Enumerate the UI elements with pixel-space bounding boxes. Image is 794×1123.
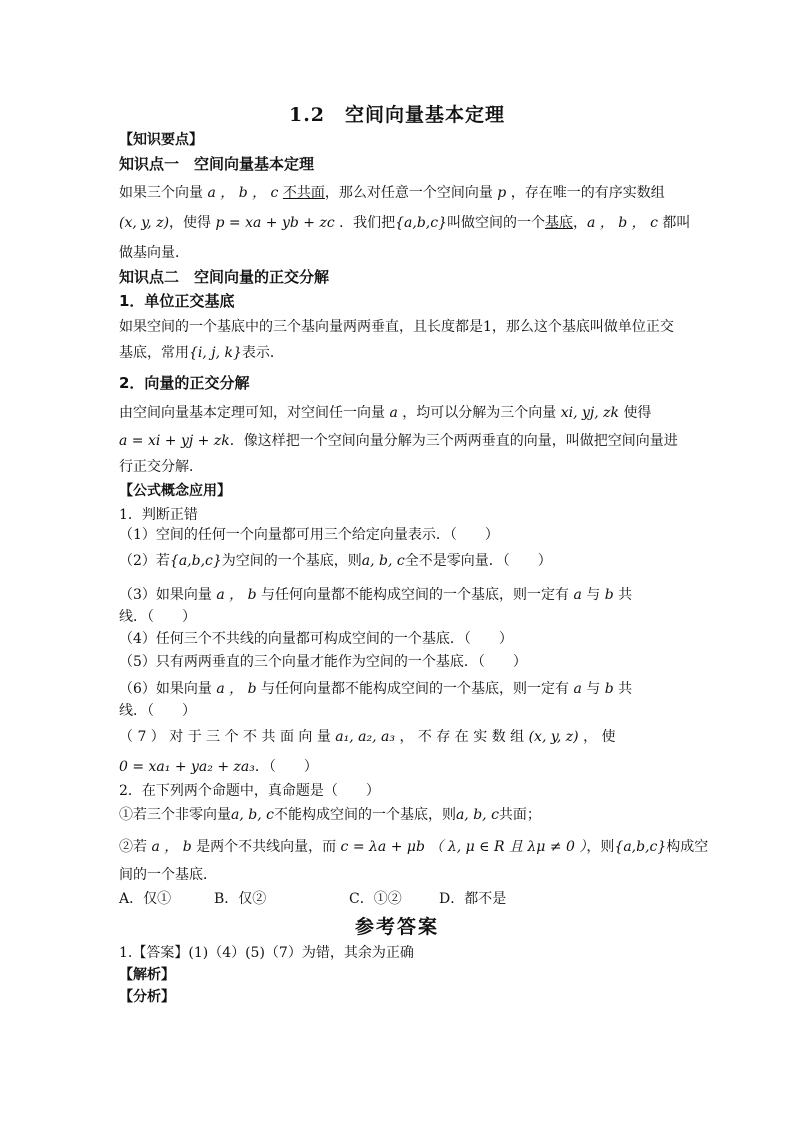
- q2-options: [119, 890, 679, 908]
- q2-stem: 2．在下列两个命题中，真命题是（ ）: [119, 783, 380, 799]
- q1-item6-line2: 线．（ ）: [119, 703, 196, 719]
- q1-item3-line2: 线．（ ）: [119, 609, 196, 625]
- point1-line1: 如果三个向量 a ， b ， c 不共面，那么对任意一个空间向量 p ，存在唯一的有序实数组: [119, 185, 665, 201]
- q1-item2: （2）若{a,b,c}为空间的一个基底，则a, b, c全不是零向量．（ ）: [119, 553, 552, 569]
- page-title: 1.2 空间向量基本定理: [288, 104, 506, 126]
- q2-prop2: ②若 a ， b 是两个不共线向量，而 c = λa + μb （ λ, μ ∈ R 且 λμ ≠ 0 ），则{a,b,c}构成空: [119, 839, 709, 855]
- q1-item4: （4）任何三个不共线的向量都可构成空间的一个基底．（ ）: [119, 631, 513, 647]
- q1-item6: （6）如果向量 a ， b 与任何向量都不能构成空间的一个基底，则一定有 a 与 b 共: [119, 681, 633, 697]
- q1-item3: （3）如果向量 a ， b 与任何向量都不能构成空间的一个基底，则一定有 a 与 b 共: [119, 587, 633, 603]
- point2-sub1-line1: 如果空间的一个基底中的三个基向量两两垂直，且长度都是1，那么这个基底叫做单位正交: [119, 319, 674, 335]
- answer-fenxi-label: 【分析】: [119, 989, 175, 1005]
- answer-1: 1.【答案】(1)（4）(5)（7）为错，其余为正确: [119, 945, 414, 961]
- point2-sub2-line1: 由空间向量基本定理可知，对空间任一向量 a ，均可以分解为三个向量 xi, yj, zk 使得: [119, 405, 652, 421]
- point2-sub2-line3: 行正交分解．: [119, 459, 203, 475]
- q1-item1: （1）空间的任何一个向量都可用三个给定向量表示．（ ）: [119, 527, 499, 543]
- q2-prop2-line2: 间的一个基底．: [119, 867, 217, 883]
- point2-sub2-line2: a = xi + yj + zk．像这样把一个空间向量分解为三个两两垂直的向量，叫做把空间向量进: [119, 433, 678, 449]
- point2-sub2: 2．向量的正交分解: [119, 374, 250, 392]
- point1-heading: 知识点一 空间向量基本定理: [119, 155, 315, 173]
- option-c: C．①②: [349, 891, 402, 907]
- q1-stem: 1．判断正错: [119, 507, 198, 523]
- option-d: D．都不是: [439, 891, 507, 907]
- q1-item7: （ 7 ） 对 于 三 个 不 共 面 向 量 a₁, a₂, a₃ ， 不 存 在 实 数 组 (x, y, z) ， 使: [119, 729, 616, 745]
- point2-heading: 知识点二 空间向量的正交分解: [119, 268, 330, 286]
- point2-sub1: 1．单位正交基底: [119, 292, 235, 310]
- answers-title: 参考答案: [354, 916, 439, 938]
- option-b: B．仅②: [214, 891, 267, 907]
- answer-analysis-label: 【解析】: [119, 967, 175, 983]
- point1-line3: 做基向量．: [119, 245, 189, 261]
- option-a: A．仅①: [119, 891, 172, 907]
- practice-header: 【公式概念应用】: [119, 483, 231, 499]
- knowledge-header: 【知识要点】: [119, 132, 203, 148]
- q1-item7-line2: 0 = xa₁ + ya₂ + za₃．（ ）: [119, 759, 318, 775]
- q2-prop1: ①若三个非零向量a, b, c不能构成空间的一个基底，则a, b, c共面；: [119, 807, 541, 823]
- point2-sub1-line2: 基底，常用{i, j, k}表示．: [119, 345, 284, 361]
- q1-item5: （5）只有两两垂直的三个向量才能作为空间的一个基底．（ ）: [119, 654, 527, 670]
- point1-line2: (x, y, z)，使得 p = xa + yb + zc ．我们把{a,b,c}叫做空间的一个基底，a ， b ， c 都叫: [119, 215, 691, 231]
